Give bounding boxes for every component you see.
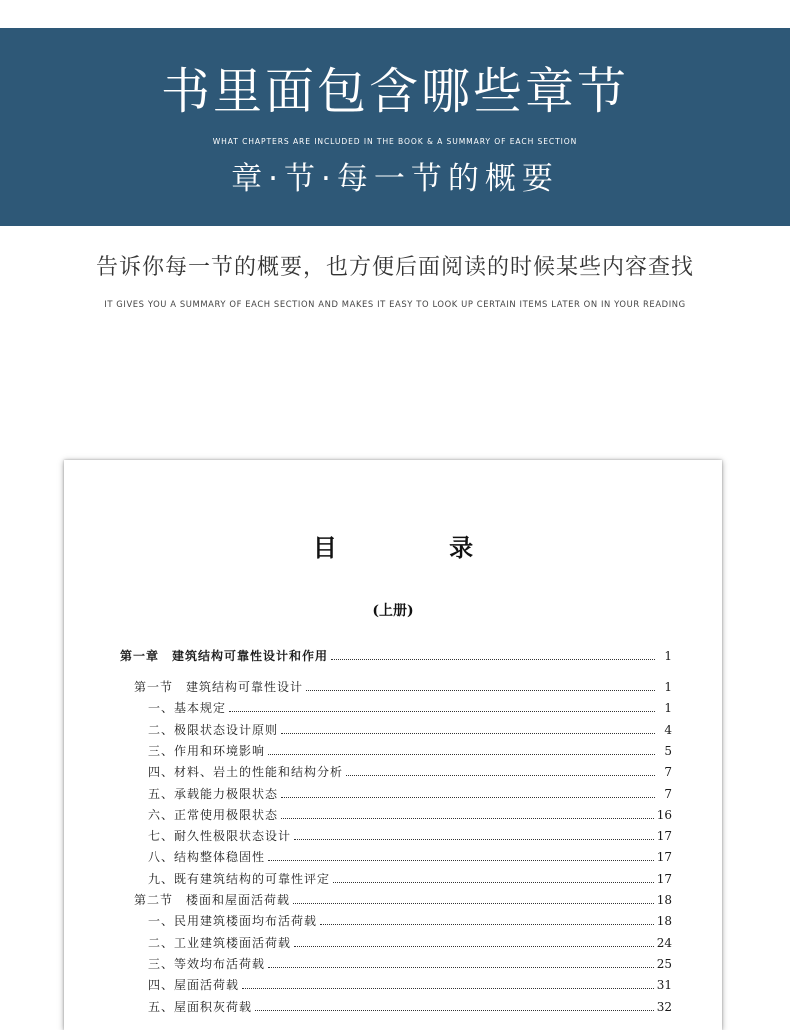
toc-leader-dots	[346, 774, 655, 776]
toc-entry	[148, 935, 672, 951]
toc-entry-label: 四、材料、岩土的性能和结构分析	[148, 765, 344, 780]
toc-entry-page: 17	[656, 850, 672, 865]
toc-leader-dots	[268, 859, 654, 861]
toc-entry	[148, 913, 672, 929]
toc-leader-dots	[320, 923, 654, 925]
toc-leader-dots	[281, 732, 655, 734]
toc-entry-page: 1	[664, 701, 672, 716]
toc-leader-dots	[306, 689, 655, 691]
toc-entry	[134, 892, 672, 908]
toc-entry-label: 七、耐久性极限状态设计	[148, 829, 292, 844]
toc-entry-label: 二、工业建筑楼面活荷载	[148, 935, 292, 950]
toc-entry-page: 5	[664, 743, 672, 758]
banner-title: 书里面包含哪些章节	[160, 63, 629, 120]
toc-entry-page: 31	[656, 978, 672, 993]
toc-entry	[148, 977, 672, 993]
toc-entry-page: 32	[656, 999, 672, 1014]
toc-entry	[148, 764, 672, 780]
toc-page-image	[64, 460, 722, 1030]
intro-text-cn: 告诉你每一节的概要，也方便后面阅读的时候某些内容查找	[95, 255, 694, 280]
banner-subtitle-cn: 章·节·每一节的概要	[231, 161, 559, 197]
toc-leader-dots	[281, 796, 655, 798]
toc-entry	[134, 679, 672, 695]
toc-entry-page: 24	[656, 935, 672, 950]
toc-entry	[148, 807, 672, 823]
toc-entry-label: 三、作用和环境影响	[148, 743, 266, 758]
toc-entry-page: 4	[664, 722, 672, 737]
toc-entry	[148, 999, 672, 1015]
toc-leader-dots	[331, 658, 655, 660]
toc-entry-page: 1	[664, 649, 672, 663]
toc-title: 目 录	[312, 533, 526, 562]
toc-leader-dots	[268, 753, 655, 755]
toc-entry-label: 第二节 楼面和屋面活荷载	[134, 893, 291, 907]
toc-entry	[148, 849, 672, 865]
toc-entry-label: 四、屋面活荷载	[148, 978, 240, 993]
toc-entry-page: 7	[664, 786, 672, 801]
intro-text-en: IT GIVES YOU A SUMMARY OF EACH SECTION AND MAKES IT EASY TO LOOK UP CERTAIN ITEMS LATER ON IN YOUR READING	[104, 299, 686, 309]
toc-entry-label: 九、既有建筑结构的可靠性评定	[148, 871, 331, 886]
toc-leader-dots	[268, 966, 654, 968]
toc-entry-label: 六、正常使用极限状态	[148, 807, 279, 822]
toc-entry-page: 17	[656, 871, 672, 886]
toc-entry-label: 八、结构整体稳固性	[148, 850, 266, 865]
toc-entry	[120, 648, 672, 664]
toc-leader-dots	[294, 945, 654, 947]
toc-entry	[148, 828, 672, 844]
toc-entry-page: 25	[656, 956, 672, 971]
toc-entry	[148, 786, 672, 802]
toc-entry	[148, 871, 672, 887]
toc-entry-page: 17	[656, 829, 672, 844]
toc-entry-label: 第一节 建筑结构可靠性设计	[134, 680, 304, 694]
toc-leader-dots	[242, 987, 654, 989]
toc-entry	[148, 722, 672, 738]
toc-entry	[148, 743, 672, 759]
toc-leader-dots	[229, 710, 655, 712]
toc-entry-label: 五、承载能力极限状态	[148, 786, 279, 801]
toc-entry	[148, 956, 672, 972]
toc-leader-dots	[293, 902, 654, 904]
toc-entry-label: 五、屋面积灰荷载	[148, 999, 253, 1014]
toc-entry-label: 二、极限状态设计原则	[148, 722, 279, 737]
toc-leader-dots	[294, 838, 654, 840]
toc-entry-page: 1	[664, 680, 672, 694]
header-banner	[0, 28, 790, 226]
toc-entry-label: 一、基本规定	[148, 701, 227, 716]
toc-leader-dots	[281, 817, 654, 819]
toc-entry-page: 16	[656, 807, 672, 822]
toc-entry-page: 7	[664, 765, 672, 780]
toc-list	[64, 460, 722, 1020]
banner-subtitle-en: WHAT CHAPTERS ARE INCLUDED IN THE BOOK & A SUMMARY OF EACH SECTION	[212, 137, 578, 146]
toc-leader-dots	[333, 881, 654, 883]
toc-entry-page: 18	[656, 893, 672, 907]
toc-entry-label: 三、等效均布活荷载	[148, 956, 266, 971]
toc-entry-page: 18	[656, 914, 672, 929]
toc-entry	[148, 700, 672, 716]
toc-leader-dots	[255, 1009, 654, 1011]
toc-entry-label: 一、民用建筑楼面均布活荷载	[148, 914, 318, 929]
toc-volume-label: (上册)	[372, 603, 414, 619]
toc-entry-label: 第一章 建筑结构可靠性设计和作用	[120, 649, 329, 663]
